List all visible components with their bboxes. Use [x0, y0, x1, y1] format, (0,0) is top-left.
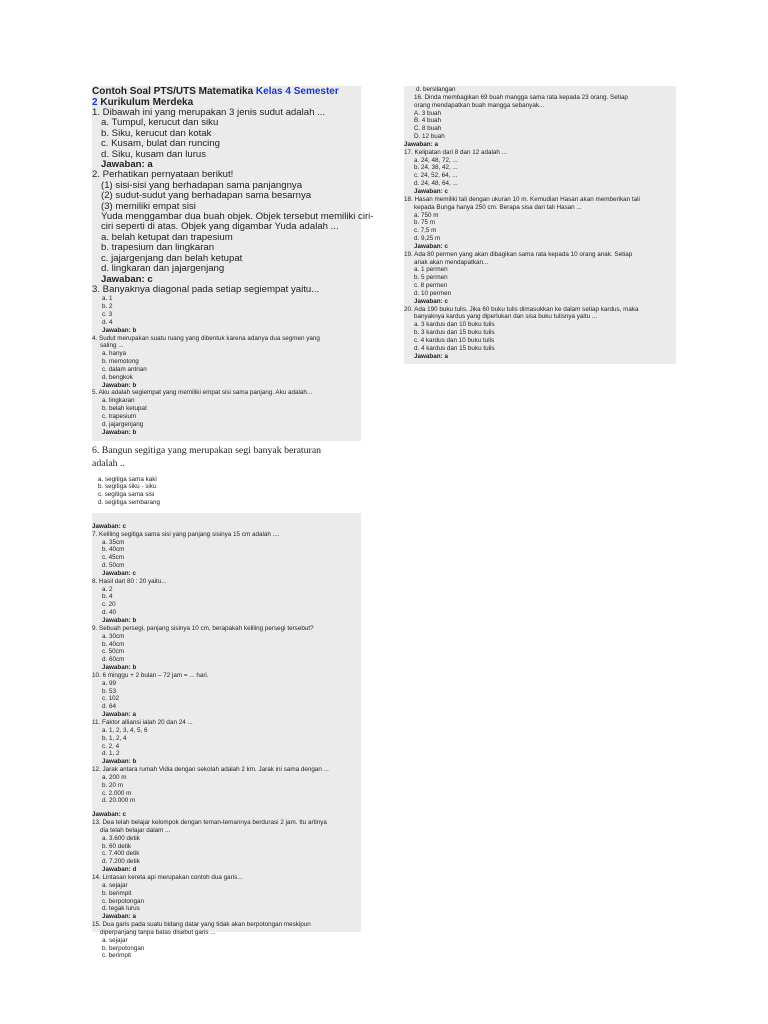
question-12-answer	[92, 811, 361, 819]
question-8: 8. Hasil dari 80 : 20 yaitu... a. 2 b. 4 c. 20 d. 40 Jawaban: b	[92, 578, 361, 625]
question-19: 19. Ada 80 permen yang akan dibagikan sama rata kepada 10 orang anak. Setiap anak akan mendapatkan... a. 1 permen b. 5 permen c. 8 permen d. 10 permen Jawaban: c	[404, 251, 676, 306]
question-17: 17. Kelipatan dari 8 dan 12 adalah ... a. 24, 48, 72, ... b. 24, 38, 42, ... c. 24, 52, 64, ... d. 24, 48, 64, ... Jawaban: c	[404, 149, 676, 196]
question-15: 15. Dua garis pada suatu bidang datar yang tidak akan berpotongan meskipun diperpanjang tanpa batas disebut garis ... a. sejajar b. berpotongan c. berimpit	[92, 921, 311, 960]
question-7: 7. Keliling segitiga sama sisi yang panjang sisinya 15 cm adalah .... a. 35cm b. 40cm c. 45cm d. 50cm Jawaban: c	[92, 531, 361, 578]
question-4: 4. Sudut merupakan suatu ruang yang dibentuk karena adanya dua segmen yang saling ... a. hanya b. memotong c. dalam antrian d. bengkok Jawaban: b	[92, 335, 361, 390]
question-2: 2. Perhatikan pernyataan berikut! (1) sisi-sisi yang berhadapan sama panjangnya (2) sudut-sudut yang berhadapan sama besarnya (3) memiliki empat sisi Yuda menggambar dua buah objek. Objek tersebut memiliki ciri- ciri seperti di atas. Objek yang digambar Yuda adalah ... a. belah ketupat dan trapesium b. trapesium dan lingkaran c. jajargenjang dan belah ketupat d. lingkaran dan jajargenjang Jawaban: c	[92, 169, 374, 285]
answer: Jawaban: a	[102, 711, 136, 719]
answer: Jawaban: a	[404, 140, 438, 148]
question-18: 18. Hasan memiliki tali dengan ukuran 10 m. Kemudian Hasan akan memberikan tali kepada Bunga hanya 250 cm. Berapa sisa dari tali Hasan ... a. 750 m b. 75 m c. 7,5 m d. 9,25 m Jawaban: c	[404, 196, 676, 251]
answer: Jawaban: b	[102, 664, 137, 672]
answer: Jawaban: b	[102, 326, 137, 334]
left-column	[92, 86, 374, 960]
question-12: 12. Jarak antara rumah Vidia dengan sekolah adalah 2 km. Jarak ini sama dengan ... a. 200 m b. 20 m c. 2.000 m d. 20.000 m	[92, 766, 329, 805]
answer: Jawaban: b	[102, 617, 137, 624]
answer: Jawaban: c	[101, 273, 153, 285]
answer: Jawaban: a	[102, 913, 136, 921]
answer: Jawaban: a	[101, 159, 153, 171]
answer: Jawaban: b	[102, 381, 137, 389]
question-6-answer	[92, 523, 361, 531]
answer: Jawaban: a	[414, 352, 448, 360]
question-10: 10. 6 minggu + 2 bulan – 72 jam = ... hari. a. 99 b. 53 c. 102 d. 64 Jawaban: a	[92, 672, 361, 719]
answer: Jawaban: c	[414, 187, 448, 195]
question-14: 14. Lintasan kereta api merupakan contoh dua garis... a. sejajar b. berimpit c. berpotongan d. tegak lurus Jawaban: a	[92, 874, 361, 921]
question-11: 11. Faktor alliansi ialah 20 dan 24 ... a. 1, 2, 3, 4, 5, 6 b. 1, 2, 4 c. 2, 4 d. 1, 2 Jawaban: b	[92, 719, 361, 766]
question-9: 9. Sebuah persegi, panjang sisinya 10 cm, berapakah keliling persegi tersebut? a. 30cm b. 40cm c. 50cm d. 60cm Jawaban: b	[92, 625, 361, 672]
question-6: 6. Bangun segitiga yang merupakan segi banyak beraturan adalah .. a. segitiga sama kaki b. segitiga siku - siku c. segitiga sama sisi d. segitiga sembarang	[88, 441, 365, 513]
document-title-line2: 2 Kurikulum Merdeka	[92, 97, 194, 108]
answer: Jawaban: b	[102, 758, 137, 766]
right-column	[404, 86, 676, 364]
question-15-option-d: d. bersilangan	[416, 86, 456, 93]
answer: Jawaban: d	[102, 866, 137, 874]
question-16: 16. Dinda membagikan 69 buah mangga sama rata kepada 23 orang. Setiap orang mendapatkan buah mangga sebanyak... A. 3 buah B. 4 buah C. 8 buah D. 12 buah Jawaban: a	[404, 94, 676, 149]
question-3-options: a. 1 b. 2 c. 3 d. 4 Jawaban: b	[92, 295, 361, 334]
question-5: 5. Aku adalah segiempat yang memiliki empat sisi sama panjang. Aku adalah... a. lingkaran b. belah ketupat c. trapesium d. jajargenjang Jawaban: b	[92, 389, 361, 436]
question-1: 1. Dibawah ini yang merupakan 3 jenis sudut adalah ... a. Tumpul, kerucut dan siku b. Siku, kerucut dan kotak c. Kusam, bulat dan runcing d. Siku, kusam dan lurus Jawaban: a	[92, 108, 361, 170]
answer: Jawaban: c	[414, 242, 448, 250]
answer: Jawaban: c	[102, 569, 136, 577]
question-3: 3. Banyaknya diagonal pada setiap segiempat yaitu...	[92, 283, 320, 295]
answer: Jawaban: b	[102, 428, 137, 436]
question-20: 20. Ada 190 buku tulis. Jika 60 buku tulis dimasukkan ke dalam setiap kardus, maka banyaknya kardus yang diperlukan dan sisa buku tulisnya yaitu ... a. 3 kardus dan 10 buku tulis b. 3 kardus dan 15 buku tulis c. 4 kardus dan 10 buku tulis d. 4 kardus dan 15 buku tulis Jawaban: a	[404, 306, 676, 361]
question-13: 13. Dea telah belajar kelompok dengan teman-temannya berdurasi 2 jam. Itu artinya dia telah belajar dalam ... a. 3.600 detik b. 60 detik c. 7.400 detik d. 7.200 detik Jawaban: d	[92, 819, 361, 874]
answer: Jawaban: c	[414, 297, 448, 305]
answer: Jawaban: c	[92, 811, 126, 819]
answer: Jawaban: c	[92, 522, 126, 530]
document-title: Contoh Soal PTS/UTS Matematika Kelas 4 Semester	[92, 86, 339, 97]
